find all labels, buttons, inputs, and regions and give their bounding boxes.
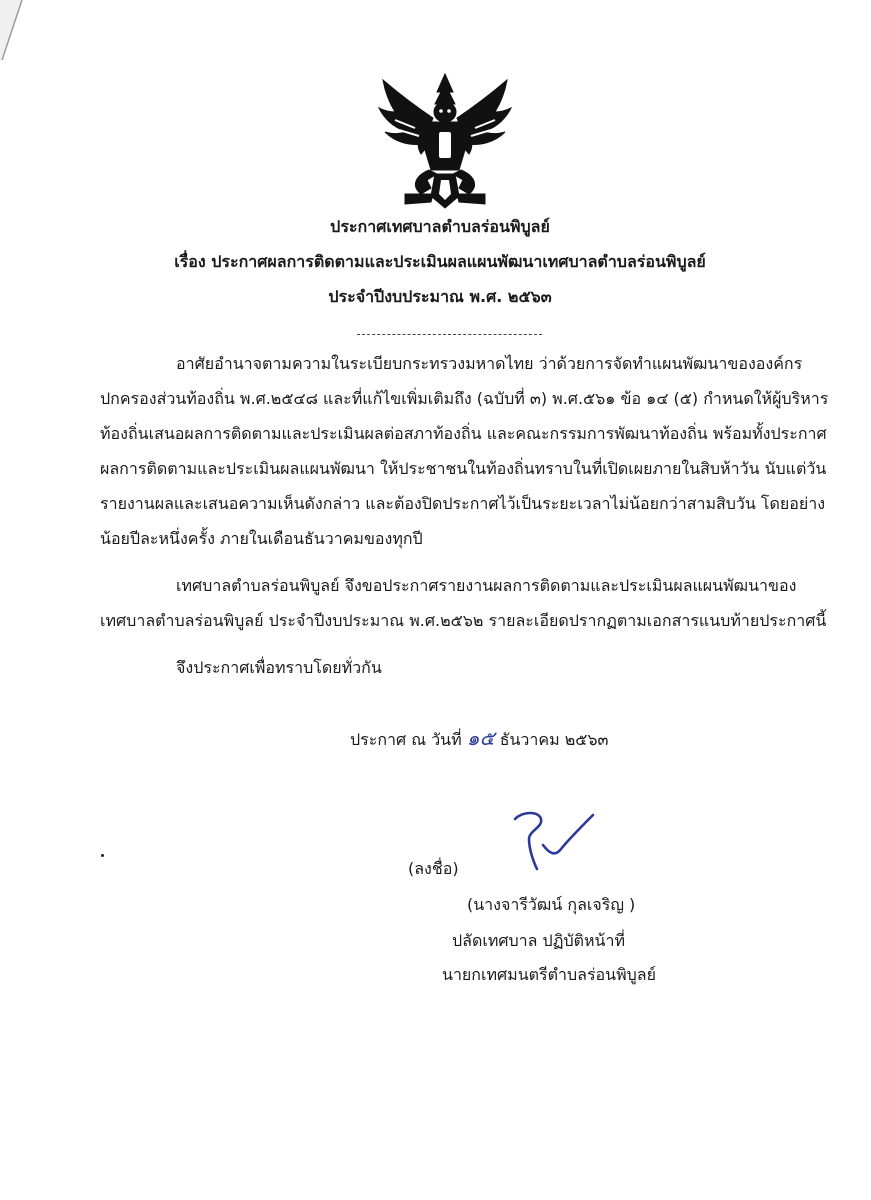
fiscal-year: ประจำปีงบประมาณ พ.ศ. ๒๕๖๓ <box>328 287 552 306</box>
document-title: ประกาศเทศบาลตำบลร่อนพิบูลย์ <box>330 217 550 236</box>
signer-name: (นางจารีวัฒน์ กุลเจริญ ) <box>467 895 636 914</box>
handwritten-signature <box>505 805 605 875</box>
closing-statement: จึงประกาศเพื่อทราบโดยทั่วกัน <box>176 658 382 677</box>
paragraph-2-line-1: เทศบาลตำบลร่อนพิบูลย์ จึงขอประกาศรายงานผลการติดตามและประเมินผลแผนพัฒนาของ <box>176 576 797 595</box>
scan-corner-mark <box>0 0 30 70</box>
paragraph-2-line-2: เทศบาลตำบลร่อนพิบูลย์ ประจำปีงบประมาณ พ.ศ.๒๕๖๒ รายละเอียดปรากฏตามเอกสารแนบท้ายประกาศนี้ <box>100 611 827 630</box>
date-line <box>350 722 608 754</box>
paragraph-1-line-5: รายงานผลและเสนอความเห็นดังกล่าว และต้องปิดประกาศไว้เป็นระยะเวลาไม่น้อยกว่าสามสิบวัน โดยอย่าง <box>100 494 826 513</box>
garuda-emblem <box>375 70 515 215</box>
signer-position-2: นายกเทศมนตรีตำบลร่อนพิบูลย์ <box>442 965 656 984</box>
signed-label: (ลงชื่อ) <box>408 859 459 878</box>
paragraph-1-line-6: น้อยปีละหนึ่งครั้ง ภายในเดือนธันวาคมของทุกปี <box>100 529 423 548</box>
document-subject: เรื่อง ประกาศผลการติดตามและประเมินผลแผนพัฒนาเทศบาลตำบลร่อนพิบูลย์ <box>174 252 706 271</box>
date-prefix: ประกาศ ณ วันที่ <box>350 730 462 749</box>
signer-position-1: ปลัดเทศบาล ปฏิบัติหน้าที่ <box>452 931 626 950</box>
date-month-year: ธันวาคม ๒๕๖๓ <box>499 730 609 749</box>
paragraph-1-line-1: อาศัยอำนาจตามความในระเบียบกระทรวงมหาดไทย ว่าด้วยการจัดทำแผนพัฒนาขององค์กร <box>176 354 803 373</box>
paragraph-1-line-2: ปกครองส่วนท้องถิ่น พ.ศ.๒๕๔๘ และที่แก้ไขเพิ่มเติมถึง (ฉบับที่ ๓) พ.ศ.๕๖๑ ข้อ ๑๔ (๕) กำหนดให้ผู้บริหาร <box>100 389 829 408</box>
paragraph-1-line-4: ผลการติดตามและประเมินผลแผนพัฒนา ให้ประชาชนในท้องถิ่นทราบในที่เปิดเผยภายในสิบห้าวัน นับแต่วัน <box>100 459 827 478</box>
title-divider <box>357 334 542 335</box>
scan-speck <box>101 854 104 857</box>
date-day-handwritten: ๑๕ <box>466 726 495 750</box>
paragraph-1-line-3: ท้องถิ่นเสนอผลการติดตามและประเมินผลต่อสภาท้องถิ่น และคณะกรรมการพัฒนาท้องถิ่น พร้อมทั้งประกาศ <box>100 424 827 443</box>
